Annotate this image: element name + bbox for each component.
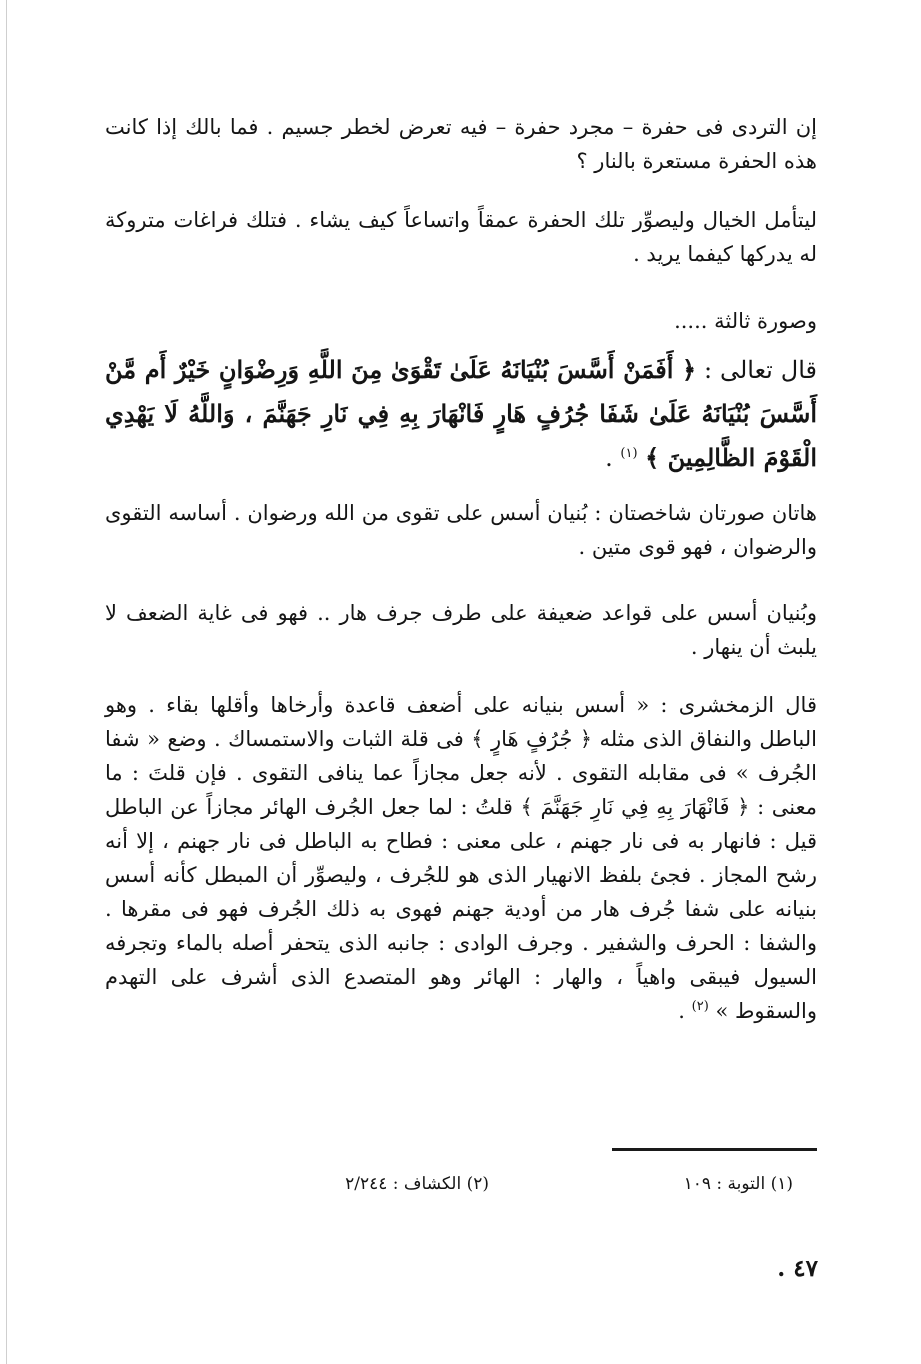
quran-intro: قال تعالى :	[696, 356, 817, 384]
footnote-ref-1: (١)	[620, 446, 638, 461]
quran-paragraph	[105, 348, 817, 480]
paragraph-2: ليتأمل الخيال وليصوِّر تلك الحفرة عمقاً واتساعاً كيف يشاء . فتلك فراغات متروكة له يدركها كيفما يريد .	[105, 208, 817, 266]
paragraph-7-end: .	[678, 999, 692, 1023]
quran-verse: ﴿ أَفَمَنْ أَسَّسَ بُنْيَانَهُ عَلَىٰ تَقْوَىٰ مِنَ اللَّهِ وَرِضْوَانٍ خَيْرٌ أَم مَّنْ أَسَّسَ بُنْيَانَهُ عَلَىٰ شَفَا جُرُفٍ هَارٍ فَانْهَارَ بِهِ فِي نَارِ جَهَنَّمَ ، وَاللَّهُ لَا يَهْدِي الْقَوْمَ الظَّالِمِينَ ﴾	[105, 355, 817, 472]
zamakhshari-quote: قال الزمخشرى : « أسس بنيانه على أضعف قاعدة وأرخاها وأقلها بقاء . وهو الباطل والنفاق الذى مثله ﴿ جُرُفٍ هَارٍ ﴾ فى قلة الثبات والاستمساك . وضع « شفا الجُرف » فى مقابله التقوى . لأنه جعل مجازاً عما ينافى التقوى . فإن قلتَ : ما معنى : ﴿ فَانْهَارَ بِهِ فِي نَارِ جَهَنَّمَ ﴾ قلتُ : لما جعل الجُرف الهائر مجازاً عن الباطل قيل : فانهار به فى نار جهنم ، على معنى : فطاح به الباطل فى نار جهنم ، إلا أنه رشح المجاز . فجئ بلفظ الانهيار الذى هو للجُرف ، وليصوِّر أن المبطل كأنه أسس بنيانه على شفا جُرف هار من أودية جهنم فهوى به ذلك الجُرف فهو فى مقرها . والشفا : الحرف والشفير . وجرف الوادى : جانبه الذى يتحفر أصله بالماء وتجرفه السيول فيبقى واهياً ، والهار : الهائر وهو المتصدع الذى أشرف على التهدم والسقوط »	[105, 693, 817, 1023]
footnote-ref-2: (٢)	[691, 999, 709, 1014]
paragraph-7	[105, 688, 817, 1028]
paragraph-6: وبُنيان أسس على قواعد ضعيفة على طرف جرف هار .. فهو فى غاية الضعف لا يلبث أن ينهار .	[105, 601, 817, 659]
footnote-2: (٢) الكشاف : ٢/٢٤٤	[345, 1174, 489, 1194]
quran-end: .	[605, 444, 621, 472]
page-edge-line	[6, 0, 7, 1364]
paragraph-5: هاتان صورتان شاخصتان : بُنيان أسس على تقوى من الله ورضوان . أساسه التقوى والرضوان ، فهو قوى متين .	[105, 501, 817, 559]
footnote-1: (١) التوبة : ١٠٩	[683, 1174, 793, 1194]
paragraph-1: إن التردى فى حفرة – مجرد حفرة – فيه تعرض لخطر جسيم . فما بالك إذا كانت هذه الحفرة مستعرة بالنار ؟	[105, 115, 817, 173]
page-number: ٤٧ .	[777, 1255, 818, 1282]
paragraph-3: وصورة ثالثة .....	[674, 309, 817, 333]
footnote-divider	[612, 1148, 817, 1151]
